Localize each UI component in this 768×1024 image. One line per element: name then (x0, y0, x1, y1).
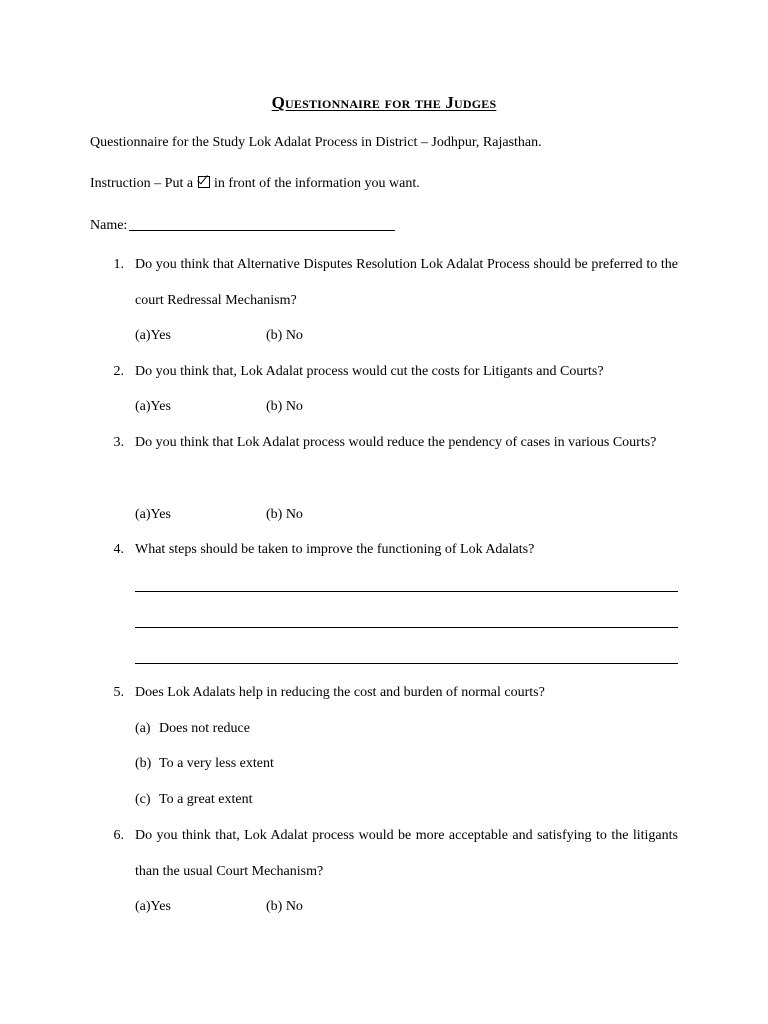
question-number: 2. (113, 364, 124, 379)
option-no[interactable]: (b) No (266, 507, 303, 522)
question-text: Does Lok Adalats help in reducing the cost and burden of normal courts? (135, 685, 545, 700)
option-yes[interactable]: (a)Yes (135, 399, 171, 414)
option-label[interactable]: (a) (135, 721, 151, 736)
instruction-after: in front of the information you want. (214, 176, 420, 191)
question-text: What steps should be taken to improve the functioning of Lok Adalats? (135, 542, 535, 557)
option-yes[interactable]: (a)Yes (135, 899, 171, 914)
option-no[interactable]: (b) No (266, 899, 303, 914)
question-text: Do you think that, Lok Adalat process would be more acceptable and satisfying to the litigants than the usual Court Mechanism? (135, 828, 678, 879)
option-yes[interactable]: (a)Yes (135, 507, 171, 522)
question-number: 4. (113, 542, 124, 557)
answer-line[interactable] (135, 663, 678, 664)
option-text[interactable]: Does not reduce (159, 721, 250, 736)
answer-line[interactable] (135, 627, 678, 628)
option-no[interactable]: (b) No (266, 399, 303, 414)
question-number: 1. (113, 257, 124, 272)
answer-line[interactable] (135, 591, 678, 592)
option-label[interactable]: (c) (135, 792, 151, 807)
option-yes[interactable]: (a)Yes (135, 328, 171, 343)
name-label: Name: (90, 218, 128, 233)
question-text: Do you think that Lok Adalat process would reduce the pendency of cases in various Courts? (135, 435, 657, 450)
question-number: 6. (113, 828, 124, 843)
option-no[interactable]: (b) No (266, 328, 303, 343)
instruction-before: Instruction – Put a (90, 176, 194, 191)
option-label[interactable]: (b) (135, 756, 152, 771)
question-number: 3. (113, 435, 124, 450)
instruction-text (90, 175, 420, 193)
checked-box-icon (198, 176, 210, 188)
option-text[interactable]: To a very less extent (159, 756, 274, 771)
question-text: Do you think that, Lok Adalat process would cut the costs for Litigants and Courts? (135, 364, 604, 379)
option-text[interactable]: To a great extent (159, 792, 253, 807)
question-text: Do you think that Alternative Disputes Resolution Lok Adalat Process should be preferred to the court Redressal Mechanism? (135, 257, 678, 308)
intro-text: Questionnaire for the Study Lok Adalat Process in District – Jodhpur, Rajasthan. (90, 135, 542, 150)
name-blank-line[interactable] (129, 216, 395, 231)
name-field (90, 216, 395, 235)
question-number: 5. (113, 685, 124, 700)
page-title: Questionnaire for the Judges (271, 93, 497, 112)
